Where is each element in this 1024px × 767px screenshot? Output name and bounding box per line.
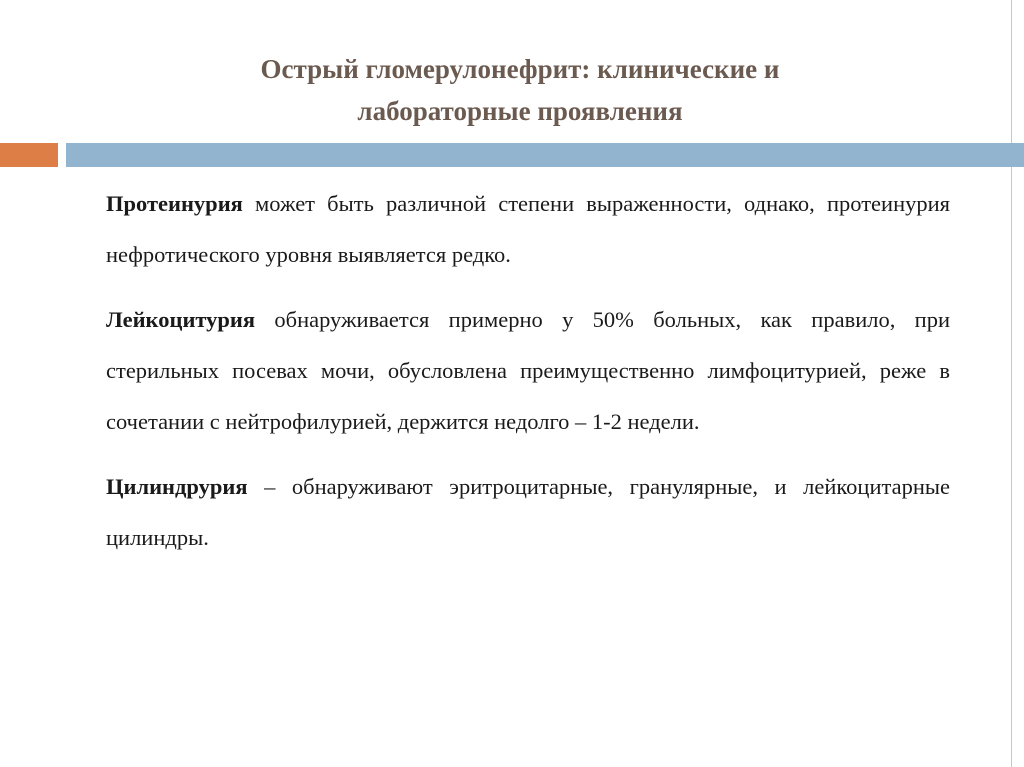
term-proteinuria: Протеинурия: [106, 191, 243, 216]
paragraph-proteinuria: [106, 178, 950, 280]
text-leukocyturia: обнаруживается примерно у 50% больных, как правило, при стерильных посевах мочи, обусловлена преимущественно лимфоцитурией, реже в сочетании с нейтрофилурией, держится недолго – 1-2 недели.: [106, 307, 950, 434]
slide-title: [120, 48, 920, 132]
accent-bar-orange: [0, 143, 58, 167]
paragraph-leukocyturia: [106, 294, 950, 447]
slide-title-line-2: лабораторные проявления: [357, 96, 683, 126]
text-cylindruria: – обнаруживают эритроцитарные, гранулярные, и лейкоцитарные цилиндры.: [106, 474, 950, 550]
term-leukocyturia: Лейкоцитурия: [106, 307, 256, 332]
text-proteinuria: может быть различной степени выраженности, однако, протеинурия нефротического уровня выявляется редко.: [106, 191, 950, 267]
slide-body: [106, 178, 950, 577]
term-cylindruria: Цилиндрурия: [106, 474, 248, 499]
paragraph-cylindruria: [106, 461, 950, 563]
slide-title-line-1: Острый гломерулонефрит: клинические и: [260, 54, 780, 84]
accent-bar-blue: [66, 143, 1024, 167]
slide-right-border: [1011, 0, 1012, 767]
